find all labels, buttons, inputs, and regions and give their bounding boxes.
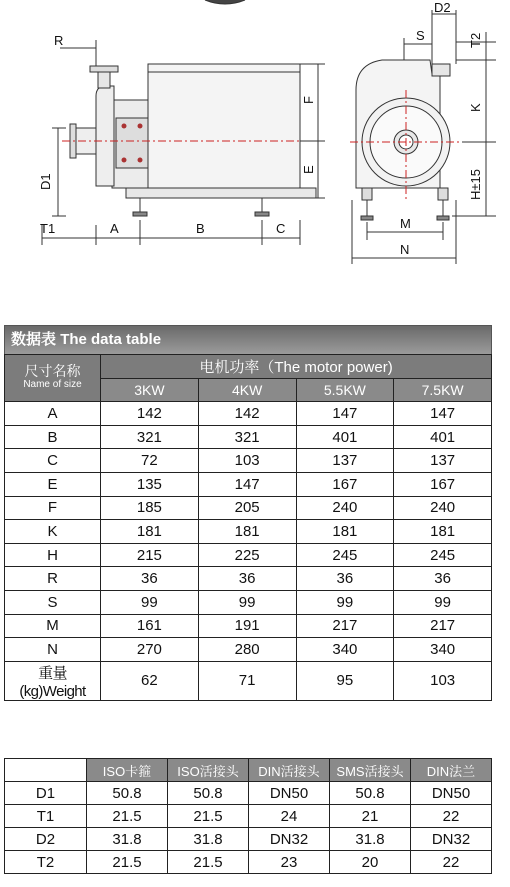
motor-data-body — [5, 402, 492, 701]
power-header-cell: 7.5KW — [394, 378, 492, 402]
value-cell: 36 — [101, 567, 199, 591]
value-cell: 137 — [296, 449, 394, 473]
value-cell: 99 — [101, 590, 199, 614]
size-name-cell: M — [5, 614, 101, 638]
connection-name-cell: T1 — [5, 805, 87, 828]
value-cell: 340 — [394, 638, 492, 662]
table-row — [5, 851, 492, 874]
terminal-box — [116, 118, 148, 168]
value-cell: 99 — [296, 590, 394, 614]
connection-name-cell: D1 — [5, 782, 87, 805]
power-header-cell: 4KW — [198, 378, 296, 402]
connection-name-cell: T2 — [5, 851, 87, 874]
pump-casing — [96, 86, 114, 186]
label-T2: T2 — [468, 32, 483, 48]
value-cell: 31.8 — [87, 828, 168, 851]
value-cell: 24 — [249, 805, 330, 828]
size-name-cell: F — [5, 496, 101, 520]
label-R: R — [54, 33, 64, 48]
value-cell: 21.5 — [168, 851, 249, 874]
value-cell: 72 — [101, 449, 199, 473]
value-cell: 147 — [198, 472, 296, 496]
label-F: F — [301, 96, 316, 104]
label-D2: D2 — [434, 0, 451, 15]
connection-header-cell: SMS活接头 — [330, 759, 411, 782]
banner-zh: 数据表 — [11, 331, 57, 348]
table-row — [5, 590, 492, 614]
value-cell: 167 — [296, 472, 394, 496]
size-name-cell: C — [5, 449, 101, 473]
table-row — [5, 661, 492, 700]
label-M: M — [400, 216, 411, 231]
value-cell: 147 — [296, 402, 394, 426]
value-cell: 21.5 — [87, 851, 168, 874]
value-cell: 147 — [394, 402, 492, 426]
value-cell: 62 — [101, 661, 199, 700]
label-D1: D1 — [38, 173, 53, 190]
value-cell: 137 — [394, 449, 492, 473]
value-cell: DN32 — [411, 828, 492, 851]
connection-table — [4, 758, 492, 874]
motor-body — [148, 64, 300, 188]
size-name-cell: K — [5, 520, 101, 544]
value-cell: 50.8 — [87, 782, 168, 805]
value-cell: 161 — [101, 614, 199, 638]
value-cell: 22 — [411, 851, 492, 874]
banner-en: The data table — [60, 331, 162, 348]
table-row — [5, 567, 492, 591]
value-cell: 401 — [394, 425, 492, 449]
value-cell: 50.8 — [330, 782, 411, 805]
pump-dimension-drawing — [0, 0, 510, 275]
value-cell: DN32 — [249, 828, 330, 851]
name-of-size-header: 尺寸名称 Name of size — [5, 355, 101, 402]
value-cell: DN50 — [411, 782, 492, 805]
fan-cap-shape — [205, 0, 245, 4]
table-row — [5, 828, 492, 851]
value-cell: 21.5 — [87, 805, 168, 828]
value-cell: 167 — [394, 472, 492, 496]
connection-header-cell: DIN法兰 — [411, 759, 492, 782]
value-cell: 36 — [198, 567, 296, 591]
value-cell: 191 — [198, 614, 296, 638]
connection-name-cell: D2 — [5, 828, 87, 851]
value-cell: 23 — [249, 851, 330, 874]
size-name-cell: E — [5, 472, 101, 496]
size-name-cell: 重量(kg)Weight — [5, 661, 101, 700]
value-cell: 36 — [296, 567, 394, 591]
value-cell: 50.8 — [168, 782, 249, 805]
value-cell: 321 — [101, 425, 199, 449]
table-row — [5, 614, 492, 638]
value-cell: 95 — [296, 661, 394, 700]
label-B: B — [196, 221, 205, 236]
value-cell: 99 — [198, 590, 296, 614]
power-header-cell: 5.5KW — [296, 378, 394, 402]
power-header-cell: 3KW — [101, 378, 199, 402]
table-row — [5, 805, 492, 828]
value-cell: 142 — [101, 402, 199, 426]
value-cell: 103 — [198, 449, 296, 473]
size-name-cell: B — [5, 425, 101, 449]
value-cell: 21.5 — [168, 805, 249, 828]
value-cell: 240 — [394, 496, 492, 520]
value-cell: 71 — [198, 661, 296, 700]
value-cell: 270 — [101, 638, 199, 662]
value-cell: 205 — [198, 496, 296, 520]
size-name-cell: A — [5, 402, 101, 426]
value-cell: 99 — [394, 590, 492, 614]
connection-header-row — [5, 759, 492, 782]
table-header-row — [5, 355, 492, 379]
value-cell: 217 — [394, 614, 492, 638]
value-cell: 245 — [296, 543, 394, 567]
value-cell: 21 — [330, 805, 411, 828]
value-cell: 31.8 — [330, 828, 411, 851]
value-cell: 245 — [394, 543, 492, 567]
value-cell: 340 — [296, 638, 394, 662]
connection-table-section — [4, 758, 492, 874]
value-cell: 181 — [198, 520, 296, 544]
blank-header-cell — [5, 759, 87, 782]
value-cell: 181 — [394, 520, 492, 544]
table-row — [5, 425, 492, 449]
label-S: S — [416, 28, 425, 43]
value-cell: 217 — [296, 614, 394, 638]
motor-data-table — [4, 354, 492, 701]
motor-power-header: 电机功率（The motor power) — [101, 355, 492, 379]
table-row — [5, 638, 492, 662]
label-N: N — [400, 242, 410, 257]
label-T1: T1 — [40, 221, 56, 236]
drawing-svg — [0, 0, 510, 275]
value-cell: 240 — [296, 496, 394, 520]
table-row — [5, 782, 492, 805]
table-row — [5, 449, 492, 473]
table-row — [5, 543, 492, 567]
value-cell: 142 — [198, 402, 296, 426]
value-cell: 31.8 — [168, 828, 249, 851]
value-cell: 36 — [394, 567, 492, 591]
connection-header-cell: ISO活接头 — [168, 759, 249, 782]
size-name-cell: N — [5, 638, 101, 662]
table-row — [5, 520, 492, 544]
base-frame — [126, 188, 316, 198]
value-cell: 280 — [198, 638, 296, 662]
label-A: A — [110, 221, 119, 236]
value-cell: 22 — [411, 805, 492, 828]
table-row — [5, 402, 492, 426]
size-name-cell: R — [5, 567, 101, 591]
value-cell: 185 — [101, 496, 199, 520]
value-cell: 20 — [330, 851, 411, 874]
label-H: H±15 — [468, 169, 483, 200]
connection-header-cell: ISO卡箍 — [87, 759, 168, 782]
value-cell: 135 — [101, 472, 199, 496]
value-cell: 401 — [296, 425, 394, 449]
value-cell: 215 — [101, 543, 199, 567]
value-cell: 181 — [296, 520, 394, 544]
value-cell: 181 — [101, 520, 199, 544]
table-row — [5, 496, 492, 520]
size-name-cell: H — [5, 543, 101, 567]
data-table-banner — [4, 325, 492, 354]
label-C: C — [276, 221, 286, 236]
label-K: K — [468, 103, 483, 112]
label-E: E — [301, 165, 316, 174]
connection-body — [5, 782, 492, 874]
data-table-section — [4, 325, 492, 701]
size-name-cell: S — [5, 590, 101, 614]
value-cell: 103 — [394, 661, 492, 700]
value-cell: DN50 — [249, 782, 330, 805]
value-cell: 321 — [198, 425, 296, 449]
value-cell: 225 — [198, 543, 296, 567]
connection-header-cell: DIN活接头 — [249, 759, 330, 782]
table-row — [5, 472, 492, 496]
